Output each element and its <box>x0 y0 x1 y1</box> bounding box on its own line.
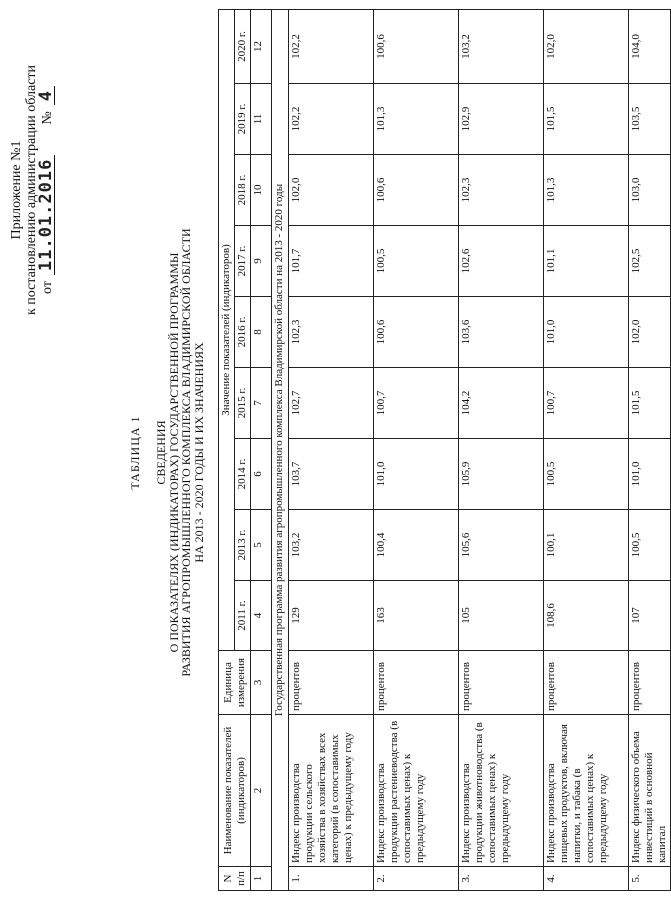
indicator-value: 101,5 <box>629 368 671 439</box>
indicator-value: 100,1 <box>544 510 629 581</box>
title-line-2: О ПОКАЗАТЕЛЯХ (ИНДИКАТОРАХ) ГОСУДАРСТВЕННОЙ ПРОГРАММЫ <box>166 252 181 653</box>
indicator-name: Индекс производства продукции сельского хозяйства в хозяйствах всех категорий (в сопоставимых ценах) к предыдущему году <box>289 715 374 867</box>
indicator-value: 101,3 <box>374 84 459 155</box>
column-number: 4 <box>251 581 272 651</box>
indicator-name: Индекс производства продукции животноводства (в сопоставимых ценах) к предыдущему году <box>459 715 544 867</box>
indicator-value: 100,5 <box>629 510 671 581</box>
year-header: 2013 г. <box>235 510 251 581</box>
indicator-unit: процентов <box>459 651 544 715</box>
appendix-header <box>9 30 55 350</box>
column-number: 10 <box>251 155 272 226</box>
row-number: 1. <box>289 867 374 891</box>
header-row <box>219 9 235 890</box>
indicator-value: 102,0 <box>629 297 671 368</box>
indicator-value: 102,0 <box>289 155 374 226</box>
title-line-3: РАЗВИТИЯ АГРОПРОМЫШЛЕННОГО КОМПЛЕКСА ВЛАДИМИРСКОЙ ОБЛАСТИ <box>179 228 193 677</box>
indicator-name: Индекс физического объема инвестиций в основной капитал <box>629 715 671 867</box>
indicator-value: 102,9 <box>459 84 544 155</box>
indicator-value: 103,0 <box>629 155 671 226</box>
row-number: 3. <box>459 867 544 891</box>
table-label: ТАБЛИЦА 1 <box>128 415 142 490</box>
indicator-value: 101,7 <box>289 226 374 297</box>
decree-number: 4 <box>39 86 55 105</box>
table-row <box>629 9 671 890</box>
column-number-row <box>251 9 272 890</box>
indicator-value: 105,6 <box>459 510 544 581</box>
indicator-value: 101,5 <box>544 84 629 155</box>
table-row <box>544 9 629 890</box>
column-number: 1 <box>251 867 272 891</box>
title-line-4: НА 2013 - 2020 ГОДЫ И ИХ ЗНАЧЕНИЯХ <box>191 342 206 563</box>
indicator-value: 163 <box>374 581 459 651</box>
appendix-title: Приложение №1 <box>9 140 24 240</box>
indicator-value: 101,0 <box>629 439 671 510</box>
indicator-value: 104,2 <box>459 368 544 439</box>
column-number: 2 <box>251 715 272 867</box>
column-number: 9 <box>251 226 272 297</box>
row-number: 4. <box>544 867 629 891</box>
column-header-unit: Единица измерения <box>219 651 251 715</box>
indicator-name: Индекс производства пищевых продуктов, включая напитки, и табака (в сопоставимых ценах) к предыдущему году <box>544 715 629 867</box>
indicator-value: 100,6 <box>374 297 459 368</box>
indicator-name: Индекс производства продукции растениеводства (в сопоставимых ценах) к предыдущему году <box>374 715 459 867</box>
decree-reference: к постановлению администрации области <box>24 64 39 316</box>
year-header: 2015 г. <box>235 368 251 439</box>
indicator-value: 103,2 <box>459 9 544 83</box>
decree-date: 11.01.2016 <box>39 155 55 275</box>
indicator-value: 105 <box>459 581 544 651</box>
decree-date-line <box>36 30 56 350</box>
indicator-unit: процентов <box>629 651 671 715</box>
column-header-values: Значение показателей (индикаторов) <box>219 9 235 650</box>
indicator-value: 100,5 <box>544 439 629 510</box>
indicator-value: 103,2 <box>289 510 374 581</box>
indicator-value: 101,0 <box>374 439 459 510</box>
indicator-value: 102,3 <box>289 297 374 368</box>
title-line-1: СВЕДЕНИЯ <box>154 420 168 485</box>
indicator-value: 107 <box>629 581 671 651</box>
indicator-value: 102,0 <box>544 9 629 83</box>
indicator-value: 129 <box>289 581 374 651</box>
indicator-value: 103,5 <box>629 84 671 155</box>
indicator-value: 102,2 <box>289 84 374 155</box>
indicator-value: 100,4 <box>374 510 459 581</box>
column-number: 6 <box>251 439 272 510</box>
indicator-value: 100,7 <box>544 368 629 439</box>
indicator-value: 101,1 <box>544 226 629 297</box>
indicator-value: 102,5 <box>629 226 671 297</box>
document-title <box>155 0 205 905</box>
column-number: 11 <box>251 84 272 155</box>
column-number: 5 <box>251 510 272 581</box>
year-header: 2020 г. <box>235 9 251 83</box>
column-number: 12 <box>251 9 272 83</box>
program-row <box>272 9 289 890</box>
indicator-value: 103,7 <box>289 439 374 510</box>
indicator-value: 102,3 <box>459 155 544 226</box>
indicator-value: 102,7 <box>289 368 374 439</box>
year-header: 2019 г. <box>235 84 251 155</box>
program-title: Государственная программа развития агропромышленного комплекса Владимирской области на 2013 - 2020 годы <box>272 9 289 890</box>
year-header: 2017 г. <box>235 226 251 297</box>
indicator-value: 100,5 <box>374 226 459 297</box>
year-header: 2016 г. <box>235 297 251 368</box>
table-row <box>459 9 544 890</box>
table-row <box>374 9 459 890</box>
table-row <box>289 9 374 890</box>
indicator-value: 100,6 <box>374 9 459 83</box>
number-label: № <box>40 111 55 125</box>
indicator-value: 101,3 <box>544 155 629 226</box>
indicator-unit: процентов <box>289 651 374 715</box>
indicator-unit: процентов <box>374 651 459 715</box>
indicator-value: 102,2 <box>289 9 374 83</box>
column-header-name: Наименование показателей (индикаторов) <box>219 715 251 867</box>
from-label: от <box>40 281 55 294</box>
indicator-value: 103,6 <box>459 297 544 368</box>
indicator-value: 104,0 <box>629 9 671 83</box>
indicator-value: 108,6 <box>544 581 629 651</box>
year-header: 2014 г. <box>235 439 251 510</box>
year-header: 2018 г. <box>235 155 251 226</box>
column-number: 8 <box>251 297 272 368</box>
indicator-value: 100,7 <box>374 368 459 439</box>
indicator-value: 105,9 <box>459 439 544 510</box>
column-number: 3 <box>251 651 272 715</box>
column-number: 7 <box>251 368 272 439</box>
indicator-value: 100,6 <box>374 155 459 226</box>
row-number: 5. <box>629 867 671 891</box>
column-header-no: N п/п <box>219 867 251 891</box>
indicator-value: 102,6 <box>459 226 544 297</box>
year-header: 2011 г. <box>235 581 251 651</box>
indicators-table <box>218 9 671 891</box>
indicator-value: 101,0 <box>544 297 629 368</box>
indicator-unit: процентов <box>544 651 629 715</box>
row-number: 2. <box>374 867 459 891</box>
